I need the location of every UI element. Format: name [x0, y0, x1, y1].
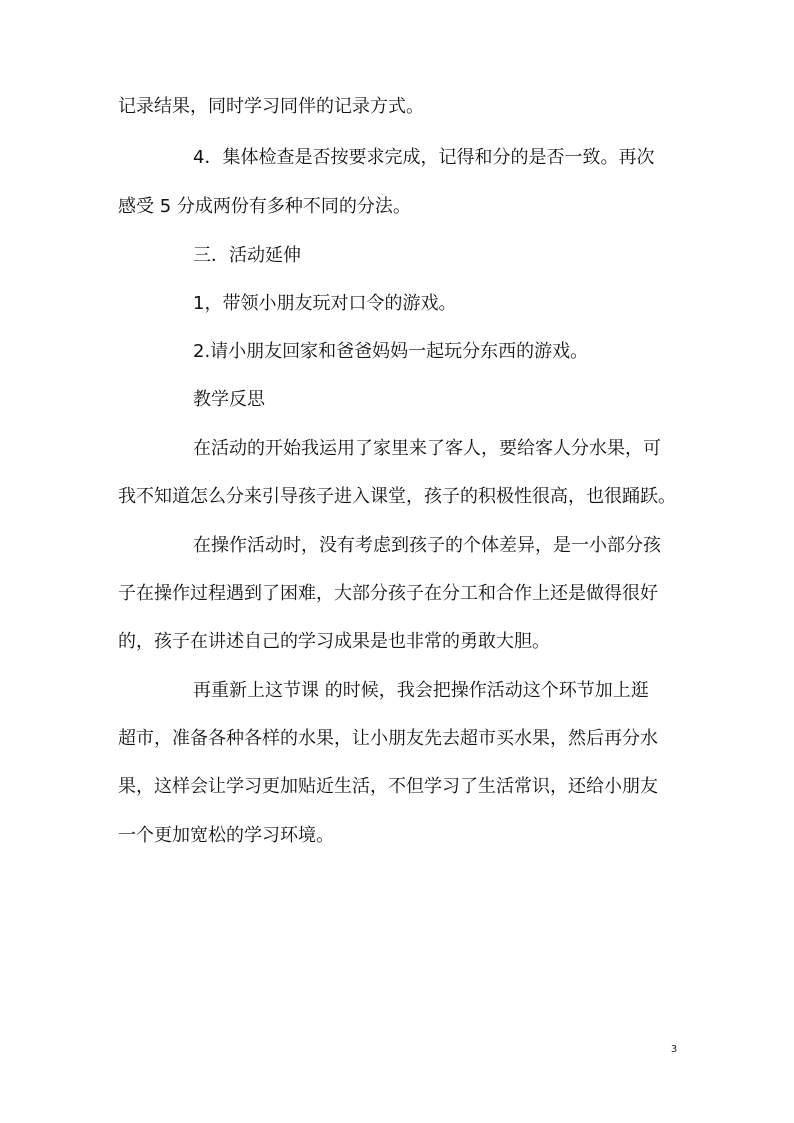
- section-heading: 三．活动延伸: [193, 245, 301, 266]
- text-line: 我不知道怎么分来引导孩子进入课堂，孩子的积极性很高，也很踊跃。: [118, 486, 676, 507]
- text-line: 记录结果，同时学习同伴的记录方式。: [118, 96, 424, 117]
- text-line: 在活动的开始我运用了家里来了客人，要给客人分水果，可: [193, 438, 661, 459]
- text-line: 感受 5 分成两份有多种不同的分法。: [118, 196, 411, 217]
- text-line: 超市，准备各种各样的水果，让小朋友先去超市买水果，然后再分水: [118, 728, 658, 749]
- text-line: 的，孩子在讲述自己的学习成果是也非常的勇敢大胆。: [118, 631, 550, 652]
- text-line: 1，带领小朋友玩对口令的游戏。: [193, 293, 457, 314]
- text-line: 在操作活动时，没有考虑到孩子的个体差异，是一小部分孩: [193, 535, 661, 556]
- text-line: 再重新上这节课 的时候，我会把操作活动这个环节加上逛: [193, 680, 649, 701]
- section-heading: 教学反思: [193, 389, 265, 410]
- page-number: 3: [670, 1044, 678, 1055]
- text-line: 一个更加宽松的学习环境。: [118, 825, 334, 846]
- text-line: 果，这样会让学习更加贴近生活，不但学习了生活常识，还给小朋友: [118, 776, 658, 797]
- text-line: 4．集体检查是否按要求完成，记得和分的是否一致。再次: [193, 147, 655, 168]
- text-line: 子在操作过程遇到了困难，大部分孩子在分工和合作上还是做得很好: [118, 583, 658, 604]
- text-line: 2.请小朋友回家和爸爸妈妈一起玩分东西的游戏。: [193, 341, 589, 362]
